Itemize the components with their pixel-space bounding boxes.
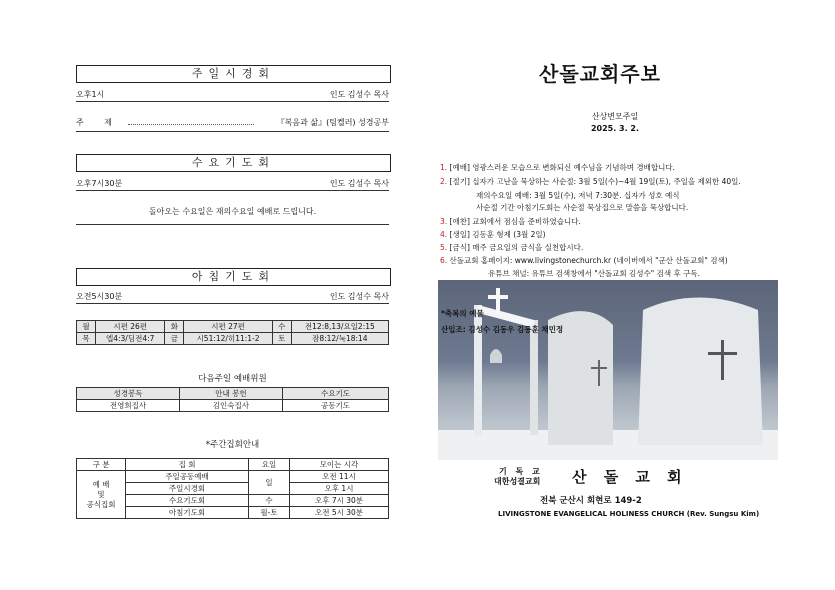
meeting-cell: 아침기도회	[126, 507, 249, 519]
sunday-study-leader: 인도 김성수 목사	[329, 90, 389, 99]
list-item: 4. [생일] 김동훈 형제 (3월 2일)	[440, 230, 546, 239]
table-row	[77, 388, 389, 400]
next-week-table	[76, 387, 389, 412]
church-denomination-top: 기 독 교	[499, 467, 543, 476]
day-cell: 수	[249, 495, 290, 507]
morning-leader: 인도 김성수 목사	[329, 292, 389, 301]
wednesday-leader: 인도 김성수 목사	[329, 179, 389, 188]
time-cell: 오후 7시 30분	[290, 495, 389, 507]
list-item: 5. [금식] 매주 금요일의 금식을 실천합시다.	[440, 243, 584, 252]
reading-cell: 시편 27편	[184, 321, 272, 333]
morning-time: 오전5시30분	[76, 292, 123, 301]
table-row	[77, 321, 389, 333]
sunday-study-title: 주일시경회	[76, 65, 391, 83]
table-row	[77, 400, 389, 412]
reading-cell: 전12:8,13/요일2:15	[291, 321, 388, 333]
schedule-table	[76, 458, 389, 519]
meeting-cell: 주일시경회	[126, 483, 249, 495]
celebration-title: *축복의 예물	[441, 309, 484, 318]
header-cell: 집 회	[126, 459, 249, 471]
celebration-text: 산입조: 김성수 김동우 김동훈 채민정	[441, 325, 564, 334]
divider	[76, 303, 389, 304]
meeting-cell: 주일공동예배	[126, 471, 249, 483]
occasion: 산상변모주일	[591, 112, 639, 121]
value-cell: 공동기도	[282, 400, 388, 412]
divider	[76, 224, 389, 225]
cross-icon	[496, 288, 500, 314]
day-cell: 수	[272, 321, 291, 333]
list-item: 1. [예배] 영광스러운 모습으로 변화되신 예수님을 기념하며 경배합니다.	[440, 163, 675, 172]
reading-cell: 시편 26편	[96, 321, 165, 333]
bulletin-date: 2025. 3. 2.	[590, 124, 640, 133]
wall-cross-icon-small	[598, 360, 600, 386]
day-cell: 금	[165, 333, 184, 345]
sunday-study-time: 오후1시	[76, 90, 105, 99]
table-row	[77, 333, 389, 345]
morning-readings-table	[76, 320, 389, 345]
next-week-title: 다음주일 예배위원	[198, 374, 267, 384]
church-name: 산 돌 교 회	[572, 468, 688, 486]
wednesday-message: 돌아오는 수요일은 재의수요일 예배로 드립니다.	[148, 207, 317, 216]
church-address: 전북 군산시 회현로 149-2	[540, 496, 642, 506]
day-cell: 월	[77, 321, 96, 333]
wednesday-time: 오후7시30분	[76, 179, 123, 188]
header-cell: 구 분	[77, 459, 126, 471]
list-item: 유튜브 채널: 유튜브 검색창에서 "산돌교회 김성수" 검색 후 구독.	[488, 269, 701, 278]
time-cell: 오전 11시	[290, 471, 389, 483]
tower-right	[530, 320, 538, 435]
time-cell: 오전 5시 30분	[290, 507, 389, 519]
church-denomination-bottom: 대한성결교회	[494, 477, 541, 486]
value-cell: 김인숙집사	[179, 400, 282, 412]
header-cell: 성경봉독	[77, 388, 180, 400]
bulletin-title: 산돌교회주보	[539, 62, 661, 86]
topic-value: 『복음과 삶』(팀켈러) 성경공부	[276, 118, 389, 127]
morning-info	[76, 291, 389, 302]
list-item: 사순절 기간 아침기도회는 사순절 묵상집으로 말씀을 묵상합니다.	[476, 203, 689, 212]
bell-icon	[490, 349, 502, 363]
topic-label: 주 제	[76, 118, 112, 127]
day-cell: 토	[272, 333, 291, 345]
divider	[76, 101, 389, 102]
list-item: 2. [절기] 십자가 고난을 묵상하는 사순절: 3월 5일(수)~4월 19일(토), 주일을 제외한 40일.	[440, 177, 741, 186]
day-cell: 목	[77, 333, 96, 345]
day-cell: 화	[165, 321, 184, 333]
table-row	[77, 459, 389, 471]
reading-cell: 시51:12/히11:1-2	[184, 333, 272, 345]
church-photo	[438, 280, 778, 460]
value-cell: 전영희집사	[77, 400, 180, 412]
header-cell: 수요기도	[282, 388, 388, 400]
divider	[76, 190, 389, 191]
church-illustration	[438, 280, 778, 460]
reading-cell: 엡4:3/딤전4:7	[96, 333, 165, 345]
meeting-cell: 수요기도회	[126, 495, 249, 507]
list-item: 재의수요일 예배: 3월 5일(수), 저녁 7:30분. 십자가 성호 예식	[476, 191, 680, 200]
header-cell: 모이는 시각	[290, 459, 389, 471]
morning-title: 아침기도회	[76, 268, 391, 286]
dotted-leader	[128, 124, 254, 125]
list-item: 6. 산돌교회 홈페이지: www.livingstonechurch.kr (네이버에서 "군산 산돌교회" 검색)	[440, 256, 728, 265]
wednesday-title: 수요기도회	[76, 154, 391, 172]
reading-cell: 잠8:12/눅18:14	[291, 333, 388, 345]
wall-cross-icon	[721, 340, 724, 380]
list-item: 3. [애찬] 교회에서 점심을 준비하였습니다.	[440, 217, 581, 226]
time-cell: 오후 1시	[290, 483, 389, 495]
day-cell: 일	[249, 471, 290, 495]
divider	[76, 131, 389, 132]
day-cell: 월-토	[249, 507, 290, 519]
wednesday-info	[76, 178, 389, 189]
category-cell: 예 배 및 공식집회	[77, 471, 126, 519]
church-english-name: LIVINGSTONE EVANGELICAL HOLINESS CHURCH (Rev. Sungsu Kim)	[498, 510, 760, 518]
header-cell: 요일	[249, 459, 290, 471]
church-wall-main	[638, 298, 763, 446]
schedule-title: *주간집회안내	[205, 440, 260, 450]
table-row	[77, 471, 389, 483]
header-cell: 안내 봉헌	[179, 388, 282, 400]
sunday-study-info	[76, 89, 389, 100]
